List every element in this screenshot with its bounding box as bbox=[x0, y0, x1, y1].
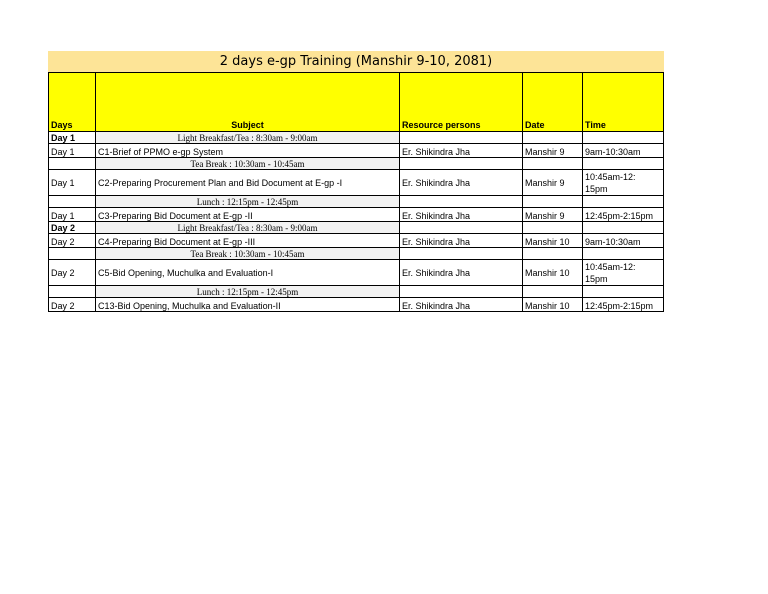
resource-cell bbox=[400, 158, 523, 170]
title-row bbox=[49, 52, 664, 73]
day-cell: Day 2 bbox=[49, 234, 96, 248]
day-cell: Day 1 bbox=[49, 208, 96, 222]
page-title: 2 days e-gp Training (Manshir 9-10, 2081) bbox=[49, 52, 664, 73]
date-cell bbox=[523, 286, 583, 298]
resource-cell: Er. Shikindra Jha bbox=[400, 170, 523, 196]
time-cell: 9am-10:30am bbox=[583, 144, 664, 158]
date-cell bbox=[523, 196, 583, 208]
subject-cell: C13-Bid Opening, Muchulka and Evaluation-II bbox=[96, 298, 400, 312]
table-row bbox=[49, 196, 664, 208]
day-cell: Day 1 bbox=[49, 132, 96, 144]
subject-cell: C5-Bid Opening, Muchulka and Evaluation-I bbox=[96, 260, 400, 286]
subject-cell: C1-Brief of PPMO e-gp System bbox=[96, 144, 400, 158]
day-cell: Day 1 bbox=[49, 170, 96, 196]
day-cell bbox=[49, 196, 96, 208]
time-cell bbox=[583, 286, 664, 298]
time-cell: 9am-10:30am bbox=[583, 234, 664, 248]
table-row bbox=[49, 298, 664, 312]
day-cell bbox=[49, 158, 96, 170]
table-row bbox=[49, 158, 664, 170]
subject-cell: C3-Preparing Bid Document at E-gp -II bbox=[96, 208, 400, 222]
header-resource: Resource persons bbox=[400, 73, 523, 132]
resource-cell bbox=[400, 132, 523, 144]
resource-cell: Er. Shikindra Jha bbox=[400, 234, 523, 248]
time-cell bbox=[583, 248, 664, 260]
header-days: Days bbox=[49, 73, 96, 132]
table-row bbox=[49, 170, 664, 196]
schedule-table bbox=[48, 51, 664, 312]
resource-cell bbox=[400, 196, 523, 208]
resource-cell: Er. Shikindra Jha bbox=[400, 208, 523, 222]
table-row bbox=[49, 222, 664, 234]
table-row bbox=[49, 286, 664, 298]
time-cell: 10:45am-12: 15pm bbox=[583, 260, 664, 286]
day-cell bbox=[49, 248, 96, 260]
subject-cell: Lunch : 12:15pm - 12:45pm bbox=[96, 286, 400, 298]
day-cell: Day 2 bbox=[49, 298, 96, 312]
table-row bbox=[49, 234, 664, 248]
resource-cell: Er. Shikindra Jha bbox=[400, 260, 523, 286]
subject-cell: Lunch : 12:15pm - 12:45pm bbox=[96, 196, 400, 208]
date-cell bbox=[523, 158, 583, 170]
date-cell: Manshir 9 bbox=[523, 170, 583, 196]
time-cell bbox=[583, 196, 664, 208]
time-cell: 12:45pm-2:15pm bbox=[583, 208, 664, 222]
header-row bbox=[49, 73, 664, 132]
time-cell bbox=[583, 132, 664, 144]
schedule-sheet bbox=[48, 51, 664, 312]
header-time: Time bbox=[583, 73, 664, 132]
time-cell: 10:45am-12: 15pm bbox=[583, 170, 664, 196]
table-row bbox=[49, 208, 664, 222]
day-cell: Day 2 bbox=[49, 222, 96, 234]
table-row bbox=[49, 260, 664, 286]
date-cell: Manshir 10 bbox=[523, 260, 583, 286]
table-row bbox=[49, 132, 664, 144]
date-cell bbox=[523, 248, 583, 260]
subject-cell: Light Breakfast/Tea : 8:30am - 9:00am bbox=[96, 222, 400, 234]
subject-cell: Light Breakfast/Tea : 8:30am - 9:00am bbox=[96, 132, 400, 144]
date-cell bbox=[523, 222, 583, 234]
resource-cell bbox=[400, 248, 523, 260]
time-cell: 12:45pm-2:15pm bbox=[583, 298, 664, 312]
resource-cell: Er. Shikindra Jha bbox=[400, 144, 523, 158]
table-row bbox=[49, 248, 664, 260]
subject-cell: C4-Preparing Bid Document at E-gp -III bbox=[96, 234, 400, 248]
day-cell: Day 1 bbox=[49, 144, 96, 158]
header-date: Date bbox=[523, 73, 583, 132]
subject-cell: Tea Break : 10:30am - 10:45am bbox=[96, 158, 400, 170]
table-row bbox=[49, 144, 664, 158]
date-cell: Manshir 10 bbox=[523, 298, 583, 312]
day-cell bbox=[49, 286, 96, 298]
subject-cell: C2-Preparing Procurement Plan and Bid Document at E-gp -I bbox=[96, 170, 400, 196]
date-cell bbox=[523, 132, 583, 144]
resource-cell: Er. Shikindra Jha bbox=[400, 298, 523, 312]
time-cell bbox=[583, 222, 664, 234]
date-cell: Manshir 9 bbox=[523, 144, 583, 158]
time-cell bbox=[583, 158, 664, 170]
resource-cell bbox=[400, 222, 523, 234]
header-subject: Subject bbox=[96, 73, 400, 132]
date-cell: Manshir 10 bbox=[523, 234, 583, 248]
date-cell: Manshir 9 bbox=[523, 208, 583, 222]
resource-cell bbox=[400, 286, 523, 298]
day-cell: Day 2 bbox=[49, 260, 96, 286]
subject-cell: Tea Break : 10:30am - 10:45am bbox=[96, 248, 400, 260]
